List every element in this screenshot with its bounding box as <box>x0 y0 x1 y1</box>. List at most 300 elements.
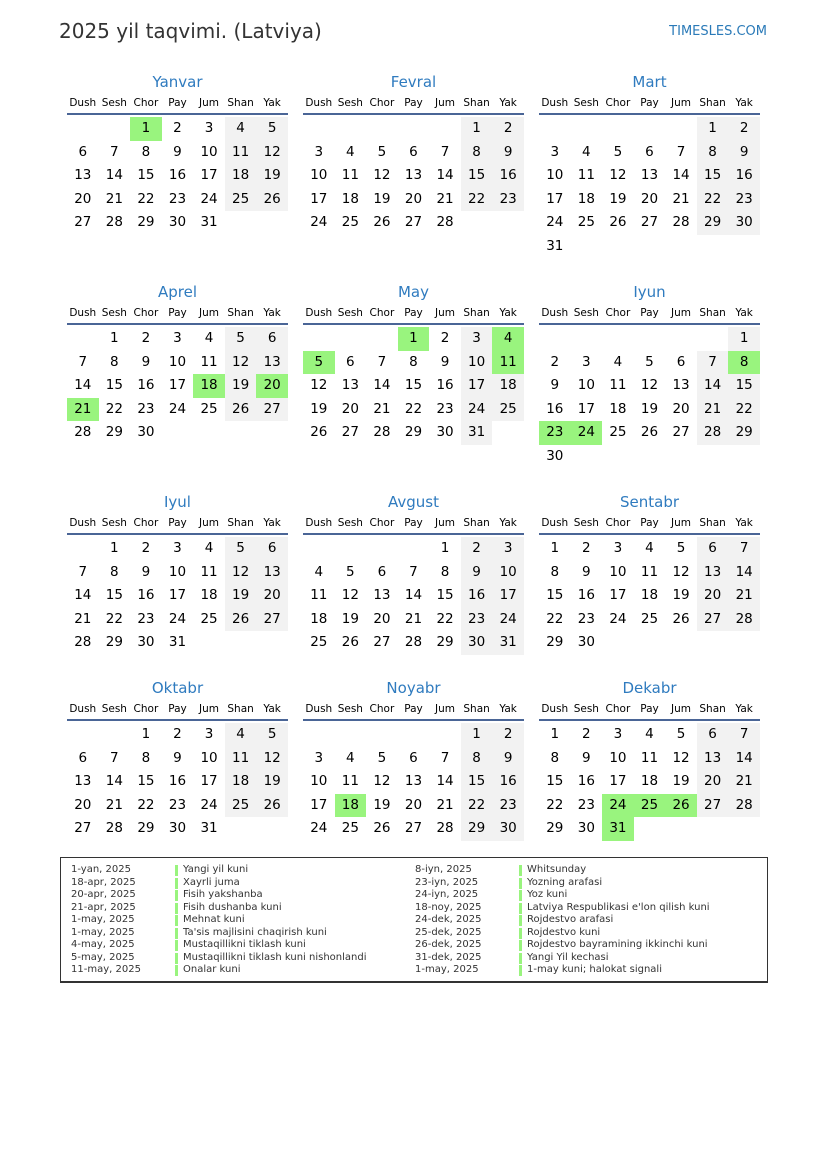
day-cell[interactable]: 23 <box>577 610 595 627</box>
day-cell[interactable]: 3 <box>582 353 591 370</box>
day-cell[interactable]: 15 <box>436 587 454 603</box>
holiday-day-cell[interactable]: 18 <box>193 374 225 398</box>
day-cell[interactable]: 18 <box>310 610 328 627</box>
day-cell[interactable]: 17 <box>609 773 627 789</box>
day-cell[interactable]: 4 <box>346 749 355 766</box>
day-cell[interactable]: 7 <box>377 353 387 370</box>
day-cell[interactable]: 4 <box>346 143 355 160</box>
day-cell[interactable]: 5 <box>346 563 355 580</box>
holiday-day-cell[interactable]: 23 <box>539 421 571 445</box>
day-cell[interactable]: 5 <box>256 117 288 141</box>
day-cell[interactable]: 24 <box>200 190 218 207</box>
day-cell[interactable]: 3 <box>613 540 623 556</box>
day-cell[interactable]: 14 <box>105 773 123 789</box>
day-cell[interactable]: 18 <box>341 190 359 207</box>
day-cell[interactable]: 8 <box>461 141 493 165</box>
day-cell[interactable]: 9 <box>492 747 524 771</box>
day-cell[interactable]: 14 <box>105 167 123 183</box>
day-cell[interactable]: 20 <box>697 770 729 794</box>
day-cell[interactable]: 11 <box>225 747 257 771</box>
day-cell[interactable]: 7 <box>676 143 686 160</box>
day-cell[interactable]: 23 <box>436 400 454 417</box>
day-cell[interactable]: 4 <box>645 726 654 742</box>
day-cell[interactable]: 3 <box>204 726 214 742</box>
day-cell[interactable]: 8 <box>550 563 560 580</box>
day-cell[interactable]: 21 <box>105 796 123 813</box>
holiday-day-cell[interactable]: 5 <box>303 351 335 375</box>
holiday-day-cell[interactable]: 8 <box>728 351 760 375</box>
day-cell[interactable]: 29 <box>697 211 729 235</box>
day-cell[interactable]: 25 <box>341 820 359 836</box>
day-cell[interactable]: 17 <box>461 374 493 398</box>
day-cell[interactable]: 23 <box>492 794 524 818</box>
day-cell[interactable]: 25 <box>200 400 218 417</box>
day-cell[interactable]: 3 <box>173 330 182 346</box>
day-cell[interactable]: 21 <box>672 190 690 207</box>
day-cell[interactable]: 29 <box>728 421 760 445</box>
day-cell[interactable]: 2 <box>550 353 560 370</box>
day-cell[interactable]: 10 <box>310 167 328 183</box>
day-cell[interactable]: 9 <box>582 563 591 580</box>
day-cell[interactable]: 13 <box>74 773 92 789</box>
day-cell[interactable]: 21 <box>404 610 423 627</box>
day-cell[interactable]: 24 <box>609 610 627 627</box>
day-cell[interactable]: 3 <box>314 749 324 766</box>
day-cell[interactable]: 2 <box>492 117 524 141</box>
day-cell[interactable]: 4 <box>613 353 623 370</box>
day-cell[interactable]: 11 <box>200 563 218 580</box>
day-cell[interactable]: 24 <box>310 214 328 230</box>
day-cell[interactable]: 29 <box>461 817 493 841</box>
day-cell[interactable]: 11 <box>200 353 218 370</box>
day-cell[interactable]: 24 <box>310 820 328 836</box>
day-cell[interactable]: 17 <box>200 167 218 183</box>
day-cell[interactable]: 7 <box>440 143 450 160</box>
day-cell[interactable]: 9 <box>440 353 450 370</box>
day-cell[interactable]: 16 <box>492 770 524 794</box>
day-cell[interactable]: 27 <box>341 424 359 440</box>
day-cell[interactable]: 30 <box>137 634 155 650</box>
day-cell[interactable]: 10 <box>609 563 627 580</box>
day-cell[interactable]: 29 <box>105 424 123 440</box>
day-cell[interactable]: 24 <box>168 610 187 627</box>
day-cell[interactable]: 28 <box>404 634 423 650</box>
day-cell[interactable]: 7 <box>110 749 119 766</box>
day-cell[interactable]: 13 <box>373 587 391 603</box>
day-cell[interactable]: 11 <box>609 377 627 393</box>
day-cell[interactable]: 28 <box>74 634 92 650</box>
day-cell[interactable]: 12 <box>672 749 690 766</box>
day-cell[interactable]: 18 <box>492 374 524 398</box>
day-cell[interactable]: 8 <box>550 749 560 766</box>
day-cell[interactable]: 12 <box>341 587 359 603</box>
day-cell[interactable]: 25 <box>577 214 595 230</box>
day-cell[interactable]: 9 <box>141 563 151 580</box>
day-cell[interactable]: 20 <box>672 400 690 417</box>
day-cell[interactable]: 10 <box>577 377 595 393</box>
day-cell[interactable]: 5 <box>645 353 654 370</box>
day-cell[interactable]: 12 <box>609 167 627 183</box>
day-cell[interactable]: 17 <box>200 773 218 789</box>
day-cell[interactable]: 30 <box>492 817 524 841</box>
day-cell[interactable]: 26 <box>640 424 659 440</box>
day-cell[interactable]: 29 <box>105 634 123 650</box>
holiday-day-cell[interactable]: 4 <box>492 327 524 351</box>
day-cell[interactable]: 15 <box>461 770 493 794</box>
holiday-day-cell[interactable]: 31 <box>602 817 634 841</box>
day-cell[interactable]: 24 <box>200 796 218 813</box>
day-cell[interactable]: 30 <box>577 820 595 836</box>
day-cell[interactable]: 16 <box>436 377 454 393</box>
day-cell[interactable]: 12 <box>373 773 391 789</box>
day-cell[interactable]: 4 <box>582 143 591 160</box>
day-cell[interactable]: 11 <box>310 587 328 603</box>
day-cell[interactable]: 16 <box>168 167 187 183</box>
day-cell[interactable]: 31 <box>200 820 218 836</box>
day-cell[interactable]: 12 <box>373 167 391 183</box>
day-cell[interactable]: 20 <box>256 584 288 608</box>
day-cell[interactable]: 3 <box>314 143 324 160</box>
day-cell[interactable]: 6 <box>78 749 88 766</box>
day-cell[interactable]: 31 <box>546 237 564 254</box>
day-cell[interactable]: 5 <box>377 143 387 160</box>
day-cell[interactable]: 7 <box>728 723 760 747</box>
day-cell[interactable]: 22 <box>697 188 729 212</box>
day-cell[interactable]: 24 <box>546 214 564 230</box>
day-cell[interactable]: 27 <box>256 608 288 632</box>
day-cell[interactable]: 26 <box>256 188 288 212</box>
day-cell[interactable]: 10 <box>168 563 187 580</box>
day-cell[interactable]: 13 <box>672 377 690 393</box>
day-cell[interactable]: 3 <box>173 540 182 556</box>
day-cell[interactable]: 3 <box>613 726 623 742</box>
day-cell[interactable]: 22 <box>137 190 155 207</box>
day-cell[interactable]: 31 <box>200 214 218 230</box>
day-cell[interactable]: 22 <box>404 400 423 417</box>
day-cell[interactable]: 26 <box>373 820 391 836</box>
holiday-day-cell[interactable]: 11 <box>492 351 524 375</box>
day-cell[interactable]: 20 <box>341 400 359 417</box>
day-cell[interactable]: 27 <box>256 398 288 422</box>
day-cell[interactable]: 31 <box>168 634 187 650</box>
day-cell[interactable]: 20 <box>404 796 423 813</box>
day-cell[interactable]: 3 <box>461 327 493 351</box>
day-cell[interactable]: 1 <box>461 117 493 141</box>
day-cell[interactable]: 25 <box>640 610 659 627</box>
day-cell[interactable]: 1 <box>550 540 560 556</box>
day-cell[interactable]: 11 <box>640 749 659 766</box>
day-cell[interactable]: 19 <box>225 374 257 398</box>
day-cell[interactable]: 9 <box>728 141 760 165</box>
day-cell[interactable]: 7 <box>440 749 450 766</box>
day-cell[interactable]: 9 <box>173 749 182 766</box>
day-cell[interactable]: 4 <box>204 330 214 346</box>
day-cell[interactable]: 15 <box>546 773 564 789</box>
day-cell[interactable]: 8 <box>697 141 729 165</box>
day-cell[interactable]: 1 <box>110 330 119 346</box>
day-cell[interactable]: 1 <box>697 117 729 141</box>
site-link[interactable]: TIMESLES.COM <box>669 24 767 39</box>
day-cell[interactable]: 13 <box>640 167 659 183</box>
day-cell[interactable]: 5 <box>377 749 387 766</box>
day-cell[interactable]: 13 <box>256 561 288 585</box>
day-cell[interactable]: 10 <box>461 351 493 375</box>
day-cell[interactable]: 17 <box>310 190 328 207</box>
day-cell[interactable]: 14 <box>404 587 423 603</box>
day-cell[interactable]: 26 <box>373 214 391 230</box>
day-cell[interactable]: 19 <box>672 587 690 603</box>
day-cell[interactable]: 15 <box>728 374 760 398</box>
day-cell[interactable]: 27 <box>373 634 391 650</box>
day-cell[interactable]: 11 <box>225 141 257 165</box>
day-cell[interactable]: 6 <box>697 537 729 561</box>
day-cell[interactable]: 19 <box>256 770 288 794</box>
day-cell[interactable]: 18 <box>609 400 627 417</box>
day-cell[interactable]: 29 <box>436 634 454 650</box>
day-cell[interactable]: 5 <box>225 537 257 561</box>
day-cell[interactable]: 6 <box>256 537 288 561</box>
day-cell[interactable]: 28 <box>436 214 454 230</box>
day-cell[interactable]: 12 <box>256 141 288 165</box>
day-cell[interactable]: 26 <box>225 608 257 632</box>
day-cell[interactable]: 22 <box>546 796 564 813</box>
day-cell[interactable]: 28 <box>728 608 760 632</box>
day-cell[interactable]: 25 <box>609 424 627 440</box>
day-cell[interactable]: 30 <box>168 820 187 836</box>
day-cell[interactable]: 28 <box>105 214 123 230</box>
day-cell[interactable]: 23 <box>461 608 493 632</box>
day-cell[interactable]: 15 <box>404 377 423 393</box>
day-cell[interactable]: 19 <box>640 400 659 417</box>
day-cell[interactable]: 30 <box>728 211 760 235</box>
day-cell[interactable]: 30 <box>461 631 493 655</box>
day-cell[interactable]: 6 <box>645 143 654 160</box>
day-cell[interactable]: 18 <box>640 773 659 789</box>
day-cell[interactable]: 8 <box>110 563 119 580</box>
day-cell[interactable]: 6 <box>377 563 387 580</box>
day-cell[interactable]: 12 <box>640 377 659 393</box>
day-cell[interactable]: 30 <box>436 424 454 440</box>
day-cell[interactable]: 27 <box>74 214 92 230</box>
day-cell[interactable]: 17 <box>492 584 524 608</box>
day-cell[interactable]: 15 <box>137 773 155 789</box>
day-cell[interactable]: 13 <box>256 351 288 375</box>
day-cell[interactable]: 8 <box>440 563 450 580</box>
day-cell[interactable]: 5 <box>256 723 288 747</box>
day-cell[interactable]: 22 <box>137 796 155 813</box>
day-cell[interactable]: 25 <box>341 214 359 230</box>
day-cell[interactable]: 10 <box>609 749 627 766</box>
day-cell[interactable]: 21 <box>728 584 760 608</box>
day-cell[interactable]: 28 <box>672 214 690 230</box>
day-cell[interactable]: 6 <box>256 327 288 351</box>
holiday-day-cell[interactable]: 1 <box>398 327 430 351</box>
day-cell[interactable]: 7 <box>78 563 88 580</box>
day-cell[interactable]: 23 <box>137 400 155 417</box>
day-cell[interactable]: 25 <box>225 188 257 212</box>
day-cell[interactable]: 5 <box>676 540 686 556</box>
day-cell[interactable]: 20 <box>373 610 391 627</box>
day-cell[interactable]: 18 <box>577 190 595 207</box>
day-cell[interactable]: 13 <box>74 167 92 183</box>
day-cell[interactable]: 2 <box>173 726 182 742</box>
day-cell[interactable]: 5 <box>225 327 257 351</box>
day-cell[interactable]: 16 <box>577 773 595 789</box>
day-cell[interactable]: 27 <box>697 608 729 632</box>
day-cell[interactable]: 26 <box>609 214 627 230</box>
day-cell[interactable]: 9 <box>173 143 182 160</box>
day-cell[interactable]: 22 <box>105 400 123 417</box>
day-cell[interactable]: 19 <box>310 400 328 417</box>
day-cell[interactable]: 1 <box>728 327 760 351</box>
day-cell[interactable]: 21 <box>697 398 729 422</box>
day-cell[interactable]: 29 <box>546 820 564 836</box>
day-cell[interactable]: 4 <box>225 117 257 141</box>
day-cell[interactable]: 7 <box>697 351 729 375</box>
day-cell[interactable]: 29 <box>137 214 155 230</box>
day-cell[interactable]: 9 <box>492 141 524 165</box>
day-cell[interactable]: 5 <box>613 143 623 160</box>
day-cell[interactable]: 2 <box>440 330 450 346</box>
day-cell[interactable]: 13 <box>404 167 423 183</box>
day-cell[interactable]: 22 <box>461 188 493 212</box>
day-cell[interactable]: 2 <box>173 120 182 136</box>
day-cell[interactable]: 15 <box>546 587 564 603</box>
day-cell[interactable]: 14 <box>436 773 454 789</box>
day-cell[interactable]: 6 <box>78 143 88 160</box>
day-cell[interactable]: 16 <box>137 377 155 393</box>
day-cell[interactable]: 23 <box>728 188 760 212</box>
day-cell[interactable]: 18 <box>225 770 257 794</box>
day-cell[interactable]: 23 <box>492 188 524 212</box>
day-cell[interactable]: 16 <box>728 164 760 188</box>
day-cell[interactable]: 8 <box>409 353 418 370</box>
day-cell[interactable]: 14 <box>697 374 729 398</box>
day-cell[interactable]: 10 <box>168 353 187 370</box>
day-cell[interactable]: 12 <box>256 747 288 771</box>
day-cell[interactable]: 30 <box>546 447 564 464</box>
day-cell[interactable]: 19 <box>225 584 257 608</box>
day-cell[interactable]: 24 <box>461 398 493 422</box>
day-cell[interactable]: 19 <box>256 164 288 188</box>
day-cell[interactable]: 9 <box>141 353 151 370</box>
day-cell[interactable]: 23 <box>137 610 155 627</box>
day-cell[interactable]: 2 <box>728 117 760 141</box>
day-cell[interactable]: 13 <box>341 377 359 393</box>
day-cell[interactable]: 28 <box>697 421 729 445</box>
day-cell[interactable]: 2 <box>461 537 493 561</box>
day-cell[interactable]: 9 <box>550 377 560 393</box>
day-cell[interactable]: 18 <box>225 164 257 188</box>
day-cell[interactable]: 1 <box>440 540 450 556</box>
day-cell[interactable]: 25 <box>310 634 328 650</box>
day-cell[interactable]: 28 <box>105 820 123 836</box>
day-cell[interactable]: 5 <box>676 726 686 742</box>
day-cell[interactable]: 22 <box>728 398 760 422</box>
day-cell[interactable]: 4 <box>314 563 324 580</box>
holiday-day-cell[interactable]: 18 <box>335 794 367 818</box>
day-cell[interactable]: 10 <box>200 143 218 160</box>
day-cell[interactable]: 2 <box>492 723 524 747</box>
day-cell[interactable]: 13 <box>697 561 729 585</box>
day-cell[interactable]: 27 <box>672 424 690 440</box>
day-cell[interactable]: 16 <box>492 164 524 188</box>
day-cell[interactable]: 13 <box>697 747 729 771</box>
day-cell[interactable]: 19 <box>373 796 391 813</box>
day-cell[interactable]: 10 <box>310 773 328 789</box>
day-cell[interactable]: 27 <box>74 820 92 836</box>
day-cell[interactable]: 3 <box>550 143 560 160</box>
day-cell[interactable]: 9 <box>461 561 493 585</box>
day-cell[interactable]: 11 <box>577 167 595 183</box>
day-cell[interactable]: 15 <box>105 587 123 603</box>
day-cell[interactable]: 15 <box>461 164 493 188</box>
day-cell[interactable]: 29 <box>137 820 155 836</box>
day-cell[interactable]: 31 <box>492 631 524 655</box>
day-cell[interactable]: 25 <box>225 794 257 818</box>
day-cell[interactable]: 11 <box>341 167 359 183</box>
day-cell[interactable]: 22 <box>546 610 564 627</box>
day-cell[interactable]: 2 <box>582 726 591 742</box>
day-cell[interactable]: 20 <box>74 190 92 207</box>
day-cell[interactable]: 30 <box>168 214 187 230</box>
holiday-day-cell[interactable]: 25 <box>634 794 666 818</box>
day-cell[interactable]: 16 <box>546 400 564 417</box>
day-cell[interactable]: 21 <box>436 796 454 813</box>
day-cell[interactable]: 24 <box>168 400 187 417</box>
day-cell[interactable]: 30 <box>137 424 155 440</box>
day-cell[interactable]: 16 <box>577 587 595 603</box>
day-cell[interactable]: 6 <box>697 723 729 747</box>
day-cell[interactable]: 6 <box>409 143 418 160</box>
day-cell[interactable]: 12 <box>225 351 257 375</box>
day-cell[interactable]: 21 <box>74 610 92 627</box>
day-cell[interactable]: 10 <box>546 167 564 183</box>
day-cell[interactable]: 22 <box>105 610 123 627</box>
day-cell[interactable]: 26 <box>672 610 690 627</box>
day-cell[interactable]: 7 <box>409 563 418 580</box>
day-cell[interactable]: 2 <box>582 540 591 556</box>
holiday-day-cell[interactable]: 24 <box>602 794 634 818</box>
day-cell[interactable]: 16 <box>461 584 493 608</box>
day-cell[interactable]: 26 <box>225 398 257 422</box>
day-cell[interactable]: 14 <box>672 167 690 183</box>
day-cell[interactable]: 17 <box>546 190 564 207</box>
day-cell[interactable]: 8 <box>141 143 151 160</box>
day-cell[interactable]: 19 <box>609 190 627 207</box>
day-cell[interactable]: 14 <box>728 561 760 585</box>
day-cell[interactable]: 17 <box>577 400 595 417</box>
day-cell[interactable]: 23 <box>168 796 187 813</box>
day-cell[interactable]: 17 <box>168 377 187 393</box>
day-cell[interactable]: 7 <box>728 537 760 561</box>
day-cell[interactable]: 6 <box>676 353 686 370</box>
day-cell[interactable]: 19 <box>341 610 359 627</box>
day-cell[interactable]: 8 <box>110 353 119 370</box>
day-cell[interactable]: 28 <box>728 794 760 818</box>
day-cell[interactable]: 4 <box>645 540 654 556</box>
day-cell[interactable]: 15 <box>137 167 155 183</box>
day-cell[interactable]: 4 <box>204 540 214 556</box>
day-cell[interactable]: 24 <box>492 608 524 632</box>
holiday-day-cell[interactable]: 21 <box>67 398 99 422</box>
day-cell[interactable]: 26 <box>341 634 359 650</box>
holiday-day-cell[interactable]: 24 <box>571 421 603 445</box>
day-cell[interactable]: 18 <box>640 587 659 603</box>
day-cell[interactable]: 14 <box>436 167 454 183</box>
day-cell[interactable]: 8 <box>461 747 493 771</box>
day-cell[interactable]: 21 <box>436 190 454 207</box>
